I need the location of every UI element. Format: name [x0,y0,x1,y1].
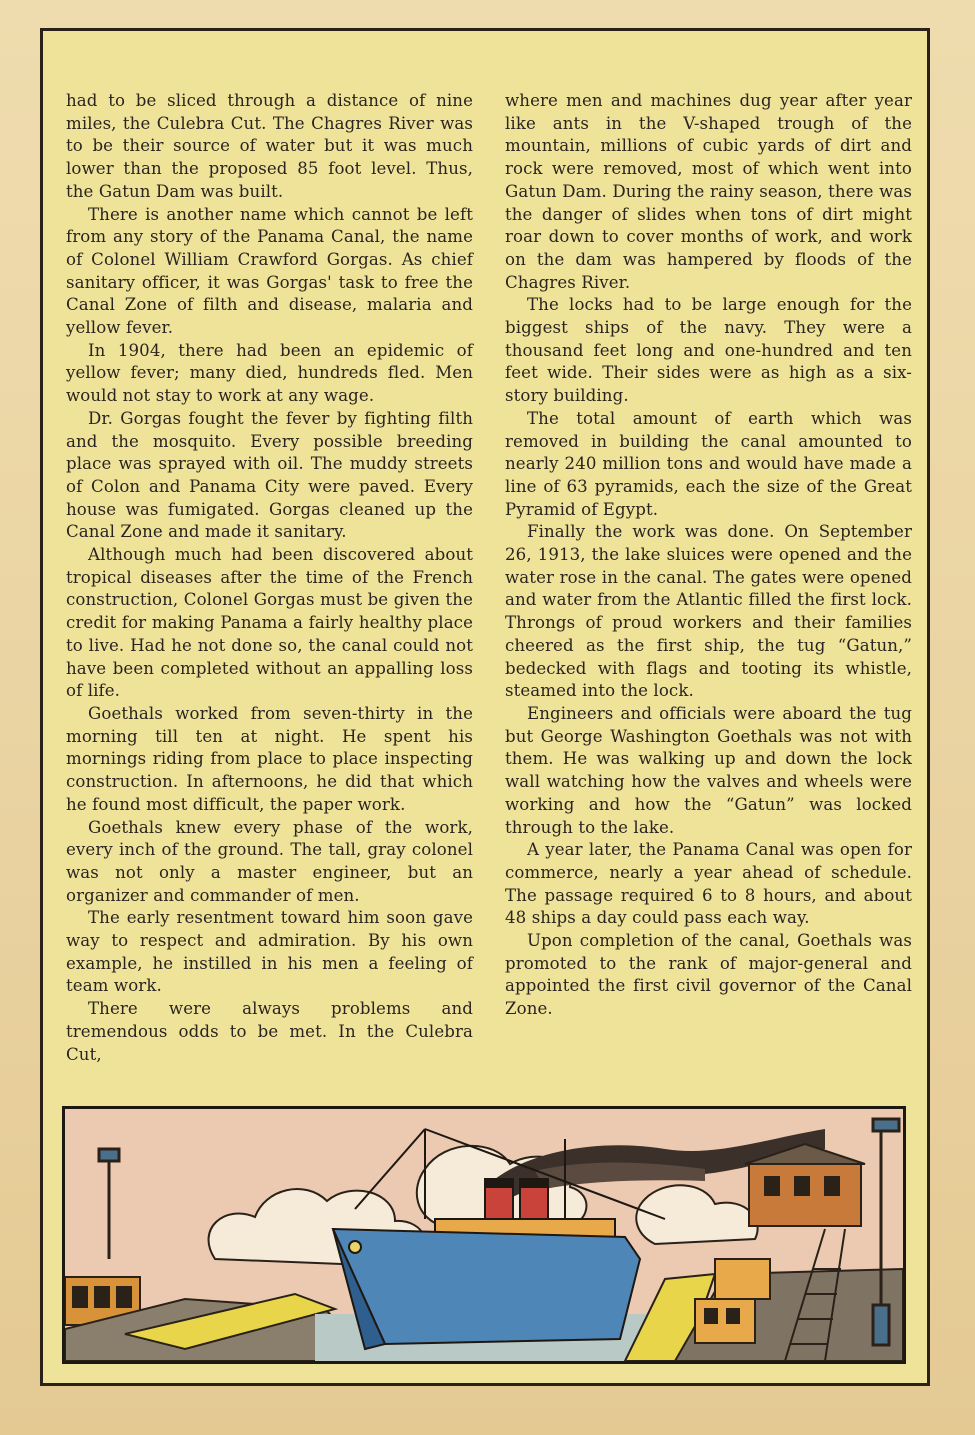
paragraph: Goethals knew every phase of the work, every inch of the ground. The tall, gray colonel was not only a master engineer, but an organizer and commander of men. [66,817,473,905]
paragraph: Upon completion of the canal, Goethals was promoted to the rank of major-general and appointed the first civil governor of the Canal Zone. [505,931,912,1019]
paragraph: The early resentment toward him soon gave way to respect and admiration. By his own example, he instilled in his men a feeling of team work. [66,908,473,996]
paragraph: where men and machines dug year after year like ants in the V-shaped trough of the mountain, millions of cubic yards of dirt and rock were removed, most of which went into Gatun Dam. During the rainy season, there was the danger of slides when tons of dirt might roar down to cover months of work, and work on the dam was hampered by floods of the Chagres River. [505,91,912,292]
illustration-drawing [65,1109,903,1361]
paragraph: Finally the work was done. On September 26, 1913, the lake sluices were opened and the water rose in the canal. The gates were opened and water from the Atlantic filled the first lock. Throngs of proud workers and their families cheered as the first ship, the tug “Gatun,” bedecked with flags and tooting its whistle, steamed into the lock. [505,522,912,701]
paragraph: Although much had been discovered about tropical diseases after the time of the French construction, Colonel Gorgas must be given the credit for making Panama a fairly healthy place to live. Had he not done so, the canal could not have been completed without an appalling loss of life. [66,545,473,701]
paragraph: Dr. Gorgas fought the fever by fighting filth and the mosquito. Every possible breeding place was sprayed with oil. The muddy streets of Colon and Panama City were paved. Every house was fumigated. Gorgas cleaned up the Canal Zone and made it sanitary. [66,408,473,542]
right-column [505,90,912,1086]
canal-ship-illustration [62,1106,906,1364]
left-column [66,90,473,1086]
paragraph: Engineers and officials were aboard the tug but George Washington Goethals was not with them. He was walking up and down the lock wall watching how the valves and wheels were working and how the “Gatun” was locked through to the lake. [505,703,912,837]
paragraph: Goethals worked from seven-thirty in the morning till ten at night. He spent his mornings riding from place to place inspecting construction. In afternoons, he did that which he found most difficult, the paper work. [66,703,473,814]
paragraph: had to be sliced through a distance of nine miles, the Culebra Cut. The Chagres River was to be their source of water but it was much lower than the proposed 85 foot level. Thus, the Gatun Dam was built. [66,91,473,201]
paragraph: The total amount of earth which was removed in building the canal amounted to nearly 240 million tons and would have made a line of 63 pyramids, each the size of the Great Pyramid of Egypt. [505,408,912,519]
paragraph: There is another name which cannot be left from any story of the Panama Canal, the name of Colonel William Crawford Gorgas. As chief sanitary officer, it was Gorgas' task to free the Canal Zone of filth and disease, malaria and yellow fever. [66,204,473,338]
paragraph: A year later, the Panama Canal was open for commerce, nearly a year ahead of schedule. The passage required 6 to 8 hours, and about 48 ships a day could pass each way. [505,840,912,928]
paragraph: There were always problems and tremendous odds to be met. In the Culebra Cut, [66,999,473,1064]
paragraph: In 1904, there had been an epidemic of yellow fever; many died, hundreds fled. Men would not stay to work at any wage. [66,340,473,406]
paragraph: The locks had to be large enough for the biggest ships of the navy. They were a thousand feet long and one-hundred and ten feet wide. Their sides were as high as a six-story building. [505,295,912,406]
article-text [66,90,912,1086]
